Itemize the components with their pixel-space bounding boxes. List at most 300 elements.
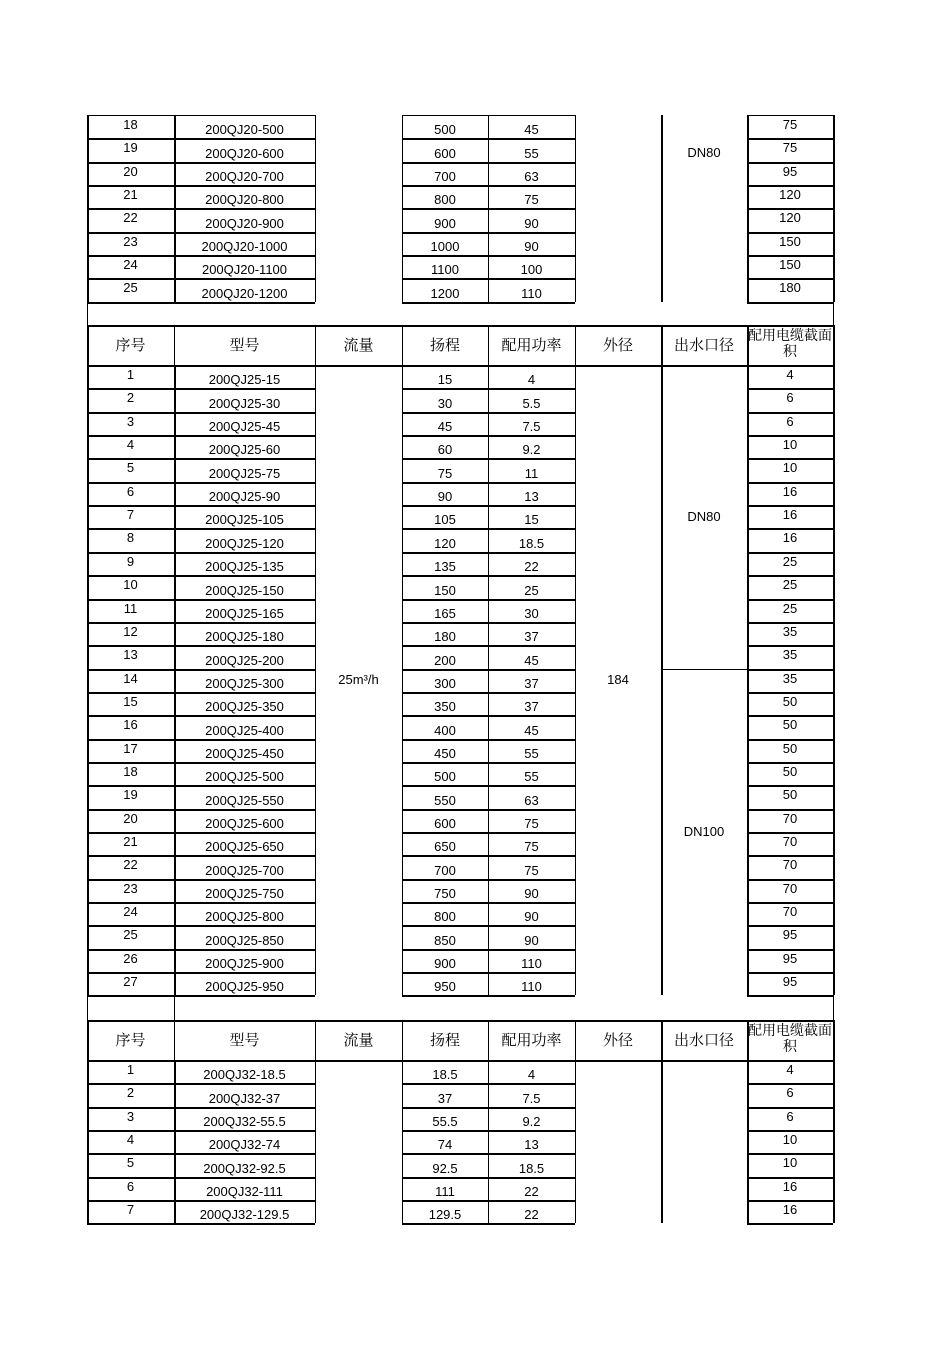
model-cell: 200QJ25-850 <box>205 932 284 948</box>
power-cell: 25 <box>524 582 539 598</box>
outlet-merged-cell: DN80 <box>687 508 721 524</box>
header-column-divider <box>315 325 316 365</box>
row-divider <box>87 622 315 624</box>
head-cell: 350 <box>434 699 456 715</box>
column-header: 型号 <box>229 336 260 354</box>
row-divider <box>87 278 315 280</box>
row-number-cell: 21 <box>123 187 138 203</box>
row-divider <box>87 208 315 210</box>
head-cell: 150 <box>434 582 456 598</box>
row-number-cell: 2 <box>126 390 135 406</box>
power-cell: 11 <box>524 465 539 481</box>
row-number-cell: 4 <box>126 437 135 453</box>
spacer-border <box>87 995 88 1020</box>
power-cell: 90 <box>524 932 539 948</box>
head-cell: 550 <box>434 792 456 808</box>
model-cell: 200QJ20-800 <box>205 192 284 208</box>
column-divider <box>402 1060 403 1223</box>
power-cell: 63 <box>524 169 539 185</box>
model-cell: 200QJ32-129.5 <box>199 1207 290 1223</box>
power-cell: 37 <box>524 699 539 715</box>
model-cell: 200QJ20-1100 <box>201 262 288 278</box>
column-header: 配用功率 <box>501 336 562 354</box>
model-cell: 200QJ25-350 <box>205 699 284 715</box>
head-cell: 75 <box>437 465 453 481</box>
column-header: 扬程 <box>429 1031 460 1049</box>
cable-area-cell: 25 <box>782 577 798 593</box>
head-cell: 129.5 <box>428 1207 462 1223</box>
head-cell: 45 <box>437 419 453 435</box>
cable-area-cell: 25 <box>782 600 798 616</box>
head-cell: 650 <box>434 839 456 855</box>
column-divider <box>174 365 176 995</box>
power-cell: 13 <box>524 489 539 505</box>
cable-area-cell: 10 <box>782 1132 798 1148</box>
row-divider <box>87 902 315 904</box>
row-divider <box>87 1107 315 1109</box>
header-column-divider <box>488 325 489 365</box>
column-divider <box>575 1060 576 1223</box>
outlet-split-line <box>661 669 747 670</box>
column-divider <box>575 115 576 302</box>
row-divider <box>87 669 315 671</box>
cable-area-cell: 95 <box>782 927 798 943</box>
head-cell: 200 <box>434 652 456 668</box>
model-cell: 200QJ32-18.5 <box>203 1067 286 1083</box>
power-cell: 110 <box>521 979 542 995</box>
row-number-cell: 27 <box>123 974 138 990</box>
head-cell: 37 <box>437 1090 453 1106</box>
row-divider <box>87 435 315 437</box>
power-cell: 45 <box>524 722 539 738</box>
head-cell: 900 <box>434 956 456 972</box>
row-number-cell: 21 <box>123 834 138 849</box>
row-divider <box>87 925 315 927</box>
row-divider <box>87 388 315 390</box>
column-header: 扬程 <box>429 336 460 354</box>
row-divider <box>87 855 315 857</box>
power-cell: 15 <box>524 512 539 528</box>
column-divider <box>661 1060 663 1223</box>
row-divider <box>87 1177 315 1179</box>
model-cell: 200QJ25-150 <box>205 582 284 598</box>
head-cell: 111 <box>435 1184 455 1200</box>
cable-area-cell: 120 <box>779 187 801 203</box>
row-divider <box>87 1083 315 1085</box>
head-cell: 1200 <box>430 285 460 301</box>
column-divider <box>402 115 403 302</box>
model-cell: 200QJ25-800 <box>205 909 284 925</box>
row-number-cell: 11 <box>123 600 138 616</box>
head-cell: 900 <box>434 215 456 231</box>
model-cell: 200QJ25-600 <box>205 816 284 831</box>
row-number-cell: 3 <box>126 413 135 429</box>
cable-area-cell: 50 <box>782 763 798 779</box>
head-cell: 800 <box>434 192 456 208</box>
column-divider <box>315 1060 316 1223</box>
row-divider <box>87 255 315 257</box>
spacer-border <box>833 995 834 1020</box>
power-cell: 75 <box>524 192 539 208</box>
cable-area-cell: 35 <box>782 647 798 663</box>
column-divider <box>661 365 663 995</box>
power-cell: 18.5 <box>518 1160 545 1176</box>
model-cell: 200QJ25-105 <box>205 512 284 528</box>
row-divider <box>87 739 315 741</box>
head-cell: 18.5 <box>432 1067 458 1083</box>
header-column-divider <box>402 325 403 365</box>
header-bottom-border <box>87 1060 833 1062</box>
row-divider <box>87 645 315 647</box>
outlet-merged-cell: DN100 <box>683 824 725 839</box>
column-divider <box>488 365 489 995</box>
power-cell: 90 <box>524 215 539 231</box>
row-number-cell: 25 <box>123 280 138 296</box>
header-column-divider <box>747 1020 749 1060</box>
model-cell: 200QJ25-15 <box>208 372 281 388</box>
row-divider <box>87 1223 315 1225</box>
power-cell: 13 <box>524 1137 539 1153</box>
row-number-cell: 25 <box>123 927 138 943</box>
row-divider <box>87 528 315 530</box>
column-header: 序号 <box>115 336 146 354</box>
cable-area-cell: 70 <box>782 904 798 920</box>
model-cell: 200QJ32-37 <box>208 1090 281 1106</box>
row-divider <box>87 1200 315 1202</box>
head-cell: 600 <box>434 145 456 161</box>
row-number-cell: 12 <box>123 623 138 639</box>
power-cell: 75 <box>524 839 539 855</box>
row-number-cell: 19 <box>123 787 138 803</box>
power-cell: 18.5 <box>518 535 545 551</box>
model-cell: 200QJ25-550 <box>205 792 284 808</box>
row-divider <box>87 949 315 951</box>
row-divider <box>87 575 315 577</box>
row-number-cell: 1 <box>126 1062 135 1077</box>
row-divider <box>87 505 315 507</box>
row-divider <box>87 232 315 234</box>
header-top-border <box>87 1020 833 1022</box>
column-header: 型号 <box>229 1031 260 1049</box>
column-divider <box>833 365 835 995</box>
row-number-cell: 15 <box>123 693 138 709</box>
row-number-cell: 5 <box>126 460 135 476</box>
cable-area-cell: 16 <box>782 1202 798 1218</box>
model-cell: 200QJ25-180 <box>205 629 284 645</box>
model-cell: 200QJ32-111 <box>206 1184 283 1200</box>
cable-area-cell: 6 <box>786 413 794 429</box>
cable-area-cell: 16 <box>782 1178 798 1194</box>
outer-diameter-merged-cell: 184 <box>607 672 629 688</box>
column-divider <box>661 115 663 302</box>
power-cell: 100 <box>520 262 543 278</box>
power-cell: 45 <box>524 122 539 138</box>
row-divider <box>87 715 315 717</box>
column-divider <box>174 115 176 302</box>
row-number-cell: 7 <box>126 507 135 523</box>
row-divider <box>747 995 833 997</box>
cable-area-cell: 95 <box>782 950 798 966</box>
header-column-divider <box>315 1020 316 1060</box>
power-cell: 7.5 <box>522 419 541 435</box>
cable-area-cell: 6 <box>786 1085 794 1101</box>
head-cell: 800 <box>434 909 456 925</box>
head-cell: 165 <box>434 605 456 621</box>
cable-area-cell: 70 <box>782 857 798 873</box>
row-number-cell: 8 <box>126 530 135 546</box>
cable-area-cell: 10 <box>782 437 798 453</box>
model-cell: 200QJ25-400 <box>205 722 284 738</box>
header-column-divider <box>174 1020 175 1060</box>
row-divider <box>87 995 315 997</box>
column-divider <box>87 115 89 302</box>
row-number-cell: 17 <box>123 740 138 756</box>
row-number-cell: 26 <box>123 950 138 966</box>
head-cell: 120 <box>434 535 456 551</box>
header-column-divider <box>402 1020 403 1060</box>
power-cell: 110 <box>521 285 542 301</box>
head-cell: 750 <box>434 886 456 902</box>
cable-area-cell: 95 <box>782 163 798 179</box>
cable-area-cell: 70 <box>782 834 798 849</box>
cable-area-cell: 50 <box>782 787 798 803</box>
column-header: 配用电缆截面积 <box>748 328 832 360</box>
cable-area-cell: 16 <box>782 530 798 546</box>
column-header: 序号 <box>115 1031 146 1049</box>
head-cell: 300 <box>434 675 456 691</box>
model-cell: 200QJ20-1200 <box>201 285 288 301</box>
head-cell: 500 <box>434 122 456 138</box>
header-column-divider <box>488 1020 489 1060</box>
row-divider <box>87 552 315 554</box>
head-cell: 92.5 <box>432 1160 458 1176</box>
row-divider <box>87 879 315 881</box>
row-number-cell: 18 <box>123 117 138 132</box>
row-number-cell: 13 <box>123 647 138 663</box>
row-divider <box>402 1223 575 1225</box>
row-number-cell: 24 <box>123 257 138 273</box>
row-number-cell: 20 <box>123 810 138 826</box>
row-number-cell: 19 <box>123 140 138 156</box>
model-cell: 200QJ20-700 <box>205 169 284 185</box>
row-number-cell: 10 <box>123 577 138 593</box>
row-divider <box>402 302 575 304</box>
row-number-cell: 7 <box>126 1202 135 1218</box>
row-divider <box>747 1223 833 1225</box>
column-divider <box>833 115 835 302</box>
model-cell: 200QJ25-900 <box>205 956 284 972</box>
header-column-divider <box>87 325 89 365</box>
header-column-divider <box>661 325 663 365</box>
header-column-divider <box>87 1020 89 1060</box>
cable-area-cell: 70 <box>782 880 798 896</box>
power-cell: 22 <box>524 559 539 575</box>
head-cell: 400 <box>434 722 456 738</box>
head-cell: 950 <box>434 979 456 995</box>
power-cell: 4 <box>527 1067 536 1083</box>
cable-area-cell: 75 <box>782 117 798 132</box>
head-cell: 135 <box>434 559 456 575</box>
cable-area-cell: 75 <box>782 140 798 156</box>
row-divider <box>87 832 315 834</box>
power-cell: 45 <box>524 652 539 668</box>
row-divider <box>747 302 833 304</box>
cable-area-cell: 150 <box>779 257 801 273</box>
head-cell: 55.5 <box>432 1114 458 1130</box>
column-divider <box>402 365 403 995</box>
cable-area-cell: 6 <box>786 1108 794 1124</box>
model-cell: 200QJ25-75 <box>208 465 281 481</box>
row-number-cell: 5 <box>126 1155 135 1171</box>
head-cell: 450 <box>434 745 456 761</box>
column-header: 配用功率 <box>501 1031 562 1049</box>
header-bottom-border <box>87 365 833 367</box>
row-number-cell: 9 <box>126 553 135 569</box>
power-cell: 63 <box>524 792 539 808</box>
model-cell: 200QJ20-900 <box>205 215 284 231</box>
column-header: 流量 <box>343 336 374 354</box>
cable-area-cell: 10 <box>782 1155 798 1171</box>
model-cell: 200QJ32-55.5 <box>203 1114 286 1130</box>
outlet-merged-cell: DN80 <box>687 145 721 160</box>
section-top-border <box>87 115 315 116</box>
row-divider <box>87 138 315 140</box>
spacer-border <box>87 302 88 325</box>
column-header: 出水口径 <box>673 336 734 354</box>
power-cell: 55 <box>524 745 539 761</box>
header-column-divider <box>174 325 175 365</box>
row-number-cell: 4 <box>126 1132 135 1148</box>
power-cell: 4 <box>527 372 536 388</box>
row-number-cell: 22 <box>123 857 138 873</box>
row-number-cell: 20 <box>123 163 138 179</box>
head-cell: 90 <box>437 489 453 505</box>
row-number-cell: 16 <box>123 717 138 733</box>
row-number-cell: 1 <box>126 367 135 382</box>
model-cell: 200QJ25-200 <box>205 652 284 668</box>
row-number-cell: 3 <box>126 1108 135 1124</box>
cable-area-cell: 50 <box>782 717 798 733</box>
power-cell: 30 <box>524 605 539 621</box>
model-cell: 200QJ25-165 <box>205 605 284 621</box>
header-column-divider <box>833 325 835 365</box>
row-divider <box>87 809 315 811</box>
cable-area-cell: 95 <box>782 974 798 990</box>
power-cell: 55 <box>524 145 539 161</box>
header-column-divider <box>833 1020 835 1060</box>
power-cell: 55 <box>524 769 539 785</box>
cable-area-cell: 70 <box>782 810 798 826</box>
model-cell: 200QJ25-120 <box>205 535 284 551</box>
cable-area-cell: 25 <box>782 553 798 569</box>
row-divider <box>87 458 315 460</box>
cable-area-cell: 4 <box>786 367 794 382</box>
model-cell: 200QJ25-700 <box>205 862 284 878</box>
model-cell: 200QJ25-60 <box>208 442 281 458</box>
head-cell: 180 <box>434 629 456 645</box>
model-cell: 200QJ25-30 <box>208 395 281 411</box>
head-cell: 700 <box>434 862 456 878</box>
model-cell: 200QJ25-90 <box>208 489 281 505</box>
model-cell: 200QJ25-135 <box>205 559 284 575</box>
cable-area-cell: 35 <box>782 670 798 686</box>
column-divider <box>315 115 316 302</box>
row-number-cell: 6 <box>126 1178 135 1194</box>
row-divider <box>87 162 315 164</box>
row-divider <box>87 599 315 601</box>
row-divider <box>87 185 315 187</box>
row-number-cell: 24 <box>123 904 138 920</box>
header-column-divider <box>575 1020 576 1060</box>
model-cell: 200QJ25-650 <box>205 839 284 855</box>
column-divider <box>833 1060 835 1223</box>
power-cell: 75 <box>524 862 539 878</box>
cable-area-cell: 16 <box>782 483 798 499</box>
model-cell: 200QJ25-750 <box>205 886 284 902</box>
header-column-divider <box>747 325 749 365</box>
row-divider <box>87 302 315 304</box>
column-divider <box>747 365 749 995</box>
head-cell: 105 <box>434 512 456 528</box>
model-cell: 200QJ25-950 <box>205 979 284 995</box>
power-cell: 75 <box>524 816 539 831</box>
model-cell: 200QJ25-45 <box>208 419 281 435</box>
head-cell: 500 <box>434 769 456 785</box>
power-cell: 37 <box>524 675 539 691</box>
power-cell: 90 <box>524 886 539 902</box>
model-cell: 200QJ20-600 <box>205 145 284 161</box>
column-header: 配用电缆截面积 <box>748 1023 832 1055</box>
head-cell: 600 <box>434 816 456 831</box>
head-cell: 700 <box>434 169 456 185</box>
cable-area-cell: 4 <box>786 1062 794 1077</box>
spacer-border <box>833 302 834 325</box>
cable-area-cell: 150 <box>779 233 801 249</box>
row-divider <box>87 1130 315 1132</box>
model-cell: 200QJ20-1000 <box>201 239 288 255</box>
spacer-border <box>174 995 175 1020</box>
cable-area-cell: 35 <box>782 623 798 639</box>
row-number-cell: 23 <box>123 233 138 249</box>
power-cell: 37 <box>524 629 539 645</box>
cable-area-cell: 10 <box>782 460 798 476</box>
power-cell: 90 <box>524 239 539 255</box>
column-header: 出水口径 <box>673 1031 734 1049</box>
cable-area-cell: 180 <box>779 280 801 296</box>
row-divider <box>87 762 315 764</box>
cable-area-cell: 50 <box>782 693 798 709</box>
model-cell: 200QJ25-300 <box>205 675 284 691</box>
cable-area-cell: 50 <box>782 740 798 756</box>
model-cell: 200QJ32-92.5 <box>203 1160 286 1176</box>
power-cell: 90 <box>524 909 539 925</box>
power-cell: 7.5 <box>522 1090 541 1106</box>
column-header: 流量 <box>343 1031 374 1049</box>
power-cell: 5.5 <box>522 395 541 411</box>
header-column-divider <box>661 1020 663 1060</box>
model-cell: 200QJ25-500 <box>205 769 284 785</box>
column-divider <box>87 1060 89 1223</box>
column-divider <box>87 365 89 995</box>
column-divider <box>174 1060 176 1223</box>
head-cell: 30 <box>437 395 453 411</box>
row-number-cell: 23 <box>123 880 138 896</box>
column-divider <box>488 1060 489 1223</box>
header-top-border <box>87 325 833 327</box>
power-cell: 9.2 <box>522 442 541 458</box>
column-divider <box>747 1060 749 1223</box>
row-divider <box>87 972 315 974</box>
